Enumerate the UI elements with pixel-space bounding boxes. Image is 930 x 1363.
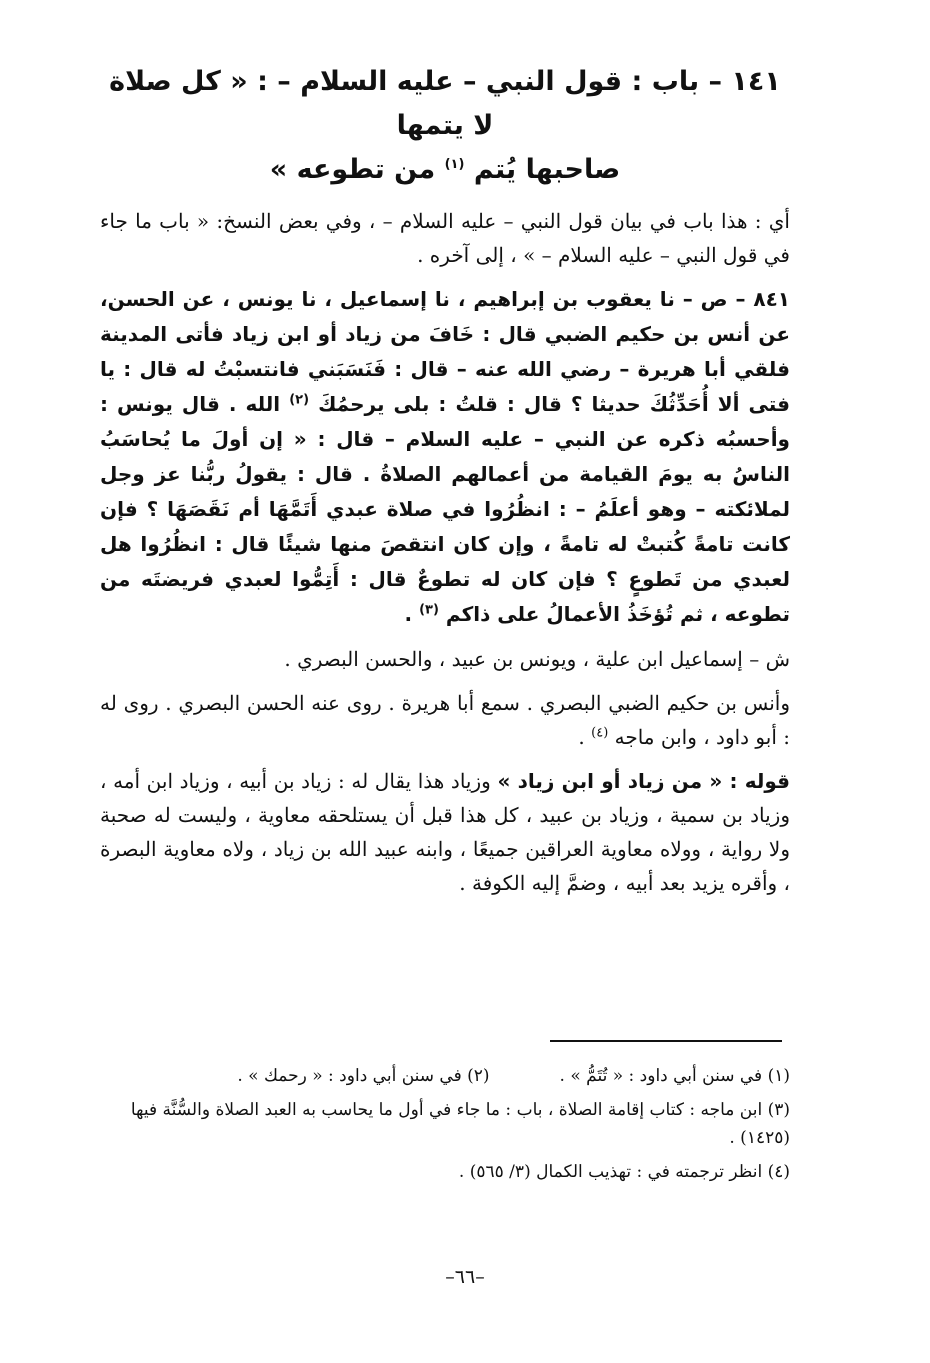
chapter-title: [100, 60, 790, 192]
qawluhu-lead: قوله : « من زياد أو ابن زياد »: [497, 769, 790, 793]
intro-paragraph: أي : هذا باب في بيان قول النبي – عليه السلام – ، وفي بعض النسخ: « باب ما جاء في قول النبي – عليه السلام – » ، إلى آخره .: [100, 209, 790, 267]
sharh-paragraph: ش – إسماعيل ابن علية ، ويونس بن عبيد ، والحسن البصري .: [284, 647, 790, 671]
qawluhu-text: وزياد هذا يقال له : زياد بن أبيه ، وزياد ابن أمه ، وزياد بن سمية ، وزياد بن عبيد ، كل هذا قبل أن يستلحقه معاوية ، وليست له صحبة ولا رواية ، وولاه معاوية العراقين جميعًا ، وابنه عبيد الله بن زياد ، ولاه معاوية البصرة ، وأقره يزيد بعد أبيه ، وضمَّ إليه الكوفة .: [100, 769, 790, 895]
hadith-paragraph: [100, 282, 790, 632]
page-number: –٦٦–: [445, 1266, 485, 1288]
footnote-ref-2: (٢): [289, 392, 310, 408]
chapter-title-line-1: ١٤١ – باب : قول النبي – عليه السلام – : « كل صلاة لا يتمها: [109, 66, 781, 141]
footnote-2: (٢) في سنن أبي داود : « رحمك » .: [237, 1066, 490, 1086]
qawluhu-paragraph: [100, 764, 790, 900]
anas-paragraph: [100, 686, 790, 754]
footnote-4: (٤) انظر ترجمته في : تهذيب الكمال (٣/ ٥٦٥) .: [458, 1162, 790, 1182]
footnote-1: (١) في سنن أبي داود : « تُتَمُّ » .: [559, 1066, 790, 1086]
footnote-ref-3: (٣): [419, 602, 439, 618]
page-body: [100, 60, 790, 910]
footnote-3: (٣) ابن ماجه : كتاب إقامة الصلاة ، باب : ما جاء في أول ما يحاسب به العبد الصلاة والسُّنَّة فيها (١٤٢٥) .: [130, 1100, 790, 1148]
anas-end: .: [578, 725, 585, 749]
footnote-ref-1: (١): [444, 157, 465, 172]
footnote-ref-4: (٤): [591, 725, 609, 741]
chapter-title-line-2a: صاحبها يُتم: [473, 154, 621, 185]
chapter-title-line-2b: من تطوعه »: [269, 154, 436, 185]
chapter-title-line-2: [100, 148, 790, 192]
footnote-row-1: [100, 1062, 790, 1096]
hadith-text-part-3: .: [404, 602, 413, 626]
anas-text: وأنس بن حكيم الضبي البصري . سمع أبا هريرة . روى عنه الحسن البصري . روى له : أبو داود ، وابن ماجه: [100, 691, 790, 749]
hadith-text-part-1: ٨٤١ – ص – نا يعقوب بن إبراهيم ، نا إسماعيل ، نا يونس ، عن الحسن، عن أنس بن حكيم الضبي قال : خَافَ من زياد أو ابن زياد فأتى المدينة فلقي أبا هريرة – رضي الله عنه – قال : فَنَسَبَني فانتسبْتُ له قال : يا فتى ألا أُحَدِّثُكَ حديثا ؟ قال : قلتُ : بلى يرحمُكَ: [100, 287, 790, 416]
footnotes: [100, 1062, 790, 1192]
footnote-separator: [550, 1040, 782, 1042]
hadith-text-part-2: الله . قال يونس : وأحسبُه ذكره عن النبي – عليه السلام – قال : « إن أولَ ما يُحاسَبُ الناسُ به يومَ القيامة من أعمالهم الصلاةُ . قال : يقولُ ربُّنا عز وجل لملائكته – وهو أعلَمُ – : انظُرُوا في صلاة عبدي أَتَمَّهَا أم نَقَصَهَا ؟ فإن كانت تامةً كُتبتْ له تامةً ، وإن كان انتقصَ منها شيئًا قال : انظُرُوا هل لعبدي من تَطوعٍ ؟ فإن كان له تطوعٌ قال : أَتِمُّوا لعبدي فريضتَه من تطوعه ، ثم تُؤخَذُ الأعمالُ على ذاكم: [100, 392, 790, 626]
